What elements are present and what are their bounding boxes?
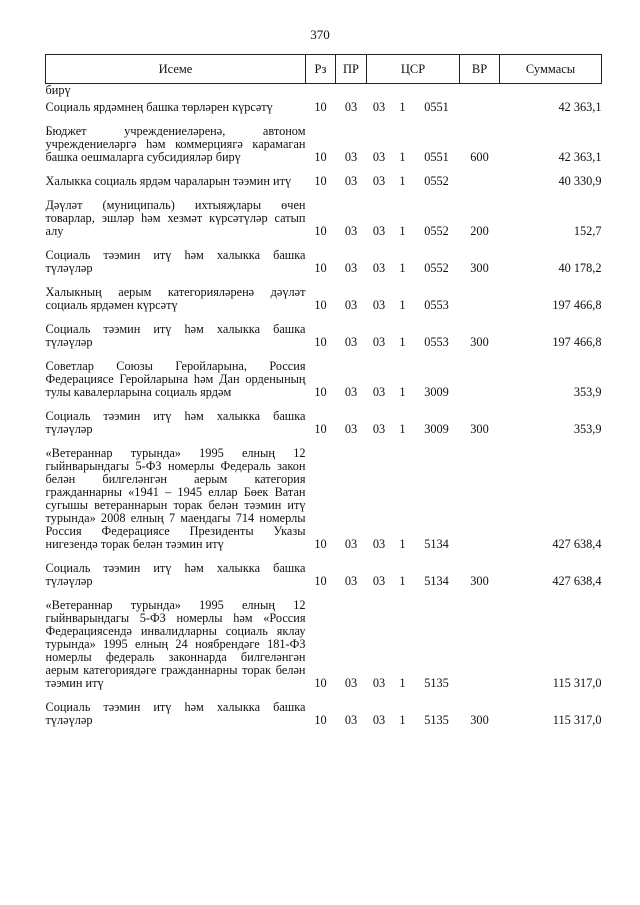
row-csr-part2: 1 <box>399 150 406 164</box>
row-csr-part2: 1 <box>399 298 406 312</box>
table-row <box>46 120 602 170</box>
row-csr-part3: 3009 <box>424 385 449 399</box>
row-vr <box>460 442 500 557</box>
table-row <box>46 594 602 696</box>
row-csr-part1: 03 <box>372 574 386 588</box>
row-pr: 03 <box>344 224 358 238</box>
row-csr-part3: 0552 <box>424 224 449 238</box>
row-rz: 10 <box>314 335 327 349</box>
row-csr-part2: 1 <box>399 261 406 275</box>
row-csr-part1: 03 <box>372 676 386 690</box>
table-header-row <box>46 55 602 84</box>
row-vr: 300 <box>470 574 489 588</box>
row-csr-part2: 1 <box>399 422 406 436</box>
row-name: Социаль тәэмин итү һәм халыкка башка түләүләр <box>45 322 306 349</box>
header-vr: ВР <box>460 55 500 84</box>
row-sum: 427 638,4 <box>552 537 602 551</box>
row-pr: 03 <box>344 574 358 588</box>
row-sum: 353,9 <box>573 422 602 436</box>
row-name: Бюджет учреждениеләренә, автоном учреждениеләргә һәм коммерциягә карамаган башка оешмаларга субсидияләр бирү <box>45 124 306 164</box>
row-csr-part3: 0553 <box>424 335 449 349</box>
row-sum: 197 466,8 <box>552 298 602 312</box>
page-number: 370 <box>310 27 330 42</box>
row-rz: 10 <box>314 224 327 238</box>
row-name: Халыкка социаль ярдәм чараларын тәэмин итү <box>45 174 292 188</box>
row-sum: 40 178,2 <box>558 261 602 275</box>
row-csr-part3: 0552 <box>424 261 449 275</box>
row-csr-part1: 03 <box>372 537 386 551</box>
row-pr: 03 <box>344 150 358 164</box>
row-csr-part2: 1 <box>399 574 406 588</box>
row-name: Советлар Союзы Геройларына, Россия Федерациясе Геройларына һәм Дан орденының тулы кавалерларына социаль ярдәм <box>45 359 306 399</box>
row-sum: 115 317,0 <box>552 713 602 727</box>
table-row <box>46 696 602 733</box>
table-row <box>46 281 602 318</box>
table-body <box>46 84 602 734</box>
table-row <box>46 405 602 442</box>
header-rz: Рз <box>306 55 336 84</box>
row-csr-part1: 03 <box>372 261 386 275</box>
row-pr: 03 <box>344 298 358 312</box>
row-pr: 03 <box>344 100 358 114</box>
row-rz: 10 <box>314 100 327 114</box>
row-vr <box>460 170 500 194</box>
table-row <box>46 557 602 594</box>
row-rz: 10 <box>314 174 327 188</box>
table-row <box>46 97 602 120</box>
row-csr-part2: 1 <box>399 537 406 551</box>
row-csr-part1: 03 <box>372 335 386 349</box>
row-rz: 10 <box>314 676 327 690</box>
row-rz: 10 <box>314 574 327 588</box>
table-row <box>46 194 602 244</box>
row-vr <box>460 281 500 318</box>
row-csr-part1: 03 <box>372 224 386 238</box>
table-row <box>46 170 602 194</box>
row-sum: 42 363,1 <box>558 100 602 114</box>
row-vr <box>460 97 500 120</box>
row-csr-part3: 3009 <box>424 422 449 436</box>
row-csr-part1: 03 <box>372 150 386 164</box>
table-row <box>46 442 602 557</box>
row-pr: 03 <box>344 422 358 436</box>
row-sum: 152,7 <box>573 224 602 238</box>
row-pr: 03 <box>344 335 358 349</box>
row-pr: 03 <box>344 713 358 727</box>
row-name: Социаль тәэмин итү һәм халыкка башка түләүләр <box>45 561 306 588</box>
row-csr-part2: 1 <box>399 335 406 349</box>
row-csr-part3: 5135 <box>424 676 449 690</box>
table-row <box>46 318 602 355</box>
row-pr: 03 <box>344 537 358 551</box>
row-name: «Ветераннар турында» 1995 елның 12 гыйнварындагы 5-ФЗ номерлы Федераль закон белән билгеләнгән аерым категория гражданнарны «1941 – 1945 еллар Бөек Ватан сугышы ветераннарын торак белән тәэмин итү турында» 2008 елның 7 маендагы 714 номерлы Россия Федерациясе Президенты Указы нигезендә торак белән тәэмин итү <box>45 446 306 551</box>
header-pr: ПР <box>336 55 367 84</box>
row-pr: 03 <box>344 385 358 399</box>
row-name: Социаль тәэмин итү һәм халыкка башка түләүләр <box>45 248 306 275</box>
row-vr <box>460 594 500 696</box>
row-pr: 03 <box>344 261 358 275</box>
row-name: «Ветераннар турында» 1995 елның 12 гыйнварындагы 5-ФЗ номерлы һәм «Россия Федерациясендә инвалидларны социаль яклау турында» 1995 елның 24 ноябрендәге 181-ФЗ номерлы федераль законнарда билгеләнгән аерым категориядәге гражданнарны торак белән тәэмин итү <box>45 598 306 690</box>
row-csr-part2: 1 <box>399 174 406 188</box>
table-row <box>46 244 602 281</box>
header-sum: Суммасы <box>500 55 602 84</box>
row-pr: 03 <box>344 174 358 188</box>
row-sum: 427 638,4 <box>552 574 602 588</box>
table-row <box>46 355 602 405</box>
row-csr-part3: 0551 <box>424 100 449 114</box>
row-csr-part3: 0552 <box>424 174 449 188</box>
row-csr-part1: 03 <box>372 174 386 188</box>
row-rz: 10 <box>314 422 327 436</box>
row-csr-part3: 5134 <box>424 574 449 588</box>
budget-table <box>45 54 602 733</box>
row-vr: 300 <box>470 261 489 275</box>
row-rz: 10 <box>314 150 327 164</box>
row-sum: 353,9 <box>573 385 602 399</box>
row-name: Социаль тәэмин итү һәм халыкка башка түләүләр <box>45 409 306 436</box>
row-name: Социаль тәэмин итү һәм халыкка башка түләүләр <box>45 700 306 727</box>
row-csr-part2: 1 <box>399 385 406 399</box>
row-sum: 42 363,1 <box>558 150 602 164</box>
row-csr-part3: 0553 <box>424 298 449 312</box>
row-rz: 10 <box>314 261 327 275</box>
continued-text: бирү <box>45 83 71 97</box>
row-vr: 300 <box>470 422 489 436</box>
row-name: Социаль ярдәмнең башка төрләрен күрсәтү <box>45 100 273 114</box>
row-csr-part3: 5134 <box>424 537 449 551</box>
row-csr-part3: 0551 <box>424 150 449 164</box>
row-csr-part1: 03 <box>372 100 386 114</box>
row-vr: 300 <box>470 335 489 349</box>
header-name: Исеме <box>46 55 306 84</box>
row-pr: 03 <box>344 676 358 690</box>
row-rz: 10 <box>314 537 327 551</box>
row-csr-part2: 1 <box>399 100 406 114</box>
row-vr: 300 <box>470 713 489 727</box>
row-rz: 10 <box>314 298 327 312</box>
row-csr-part1: 03 <box>372 422 386 436</box>
continued-row <box>46 84 602 98</box>
row-sum: 40 330,9 <box>558 174 602 188</box>
row-rz: 10 <box>314 385 327 399</box>
row-vr: 200 <box>470 224 489 238</box>
row-csr-part2: 1 <box>399 713 406 727</box>
row-csr-part1: 03 <box>372 385 386 399</box>
row-csr-part1: 03 <box>372 298 386 312</box>
row-rz: 10 <box>314 713 327 727</box>
row-csr-part3: 5135 <box>424 713 449 727</box>
row-sum: 115 317,0 <box>552 676 602 690</box>
row-sum: 197 466,8 <box>552 335 602 349</box>
row-csr-part2: 1 <box>399 676 406 690</box>
header-csr: ЦСР <box>367 55 460 84</box>
row-csr-part1: 03 <box>372 713 386 727</box>
row-vr: 600 <box>470 150 489 164</box>
row-vr <box>460 355 500 405</box>
row-csr-part2: 1 <box>399 224 406 238</box>
row-name: Дәүләт (муниципаль) ихтыяҗлары өчен товарлар, эшләр һәм хезмәт күрсәтүләр сатып алу <box>45 198 306 238</box>
row-name: Халыкның аерым категорияләренә дәүләт социаль ярдәмен күрсәтү <box>45 285 306 312</box>
